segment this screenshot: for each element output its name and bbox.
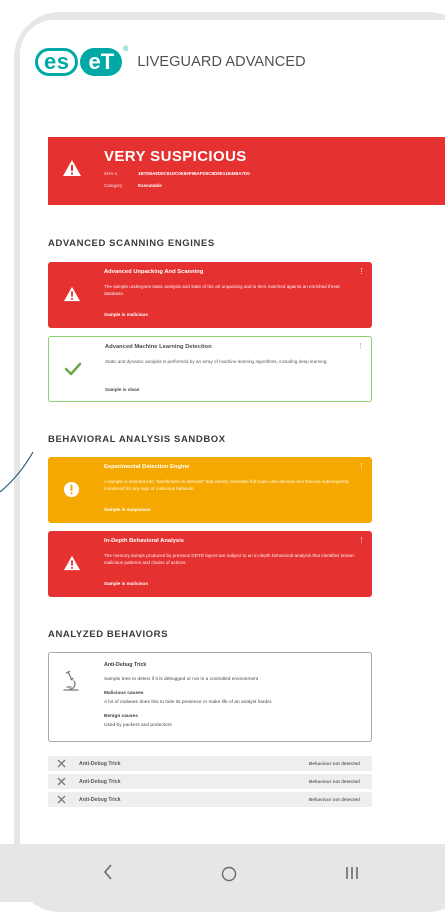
malicious-causes-label: Malicious causes xyxy=(104,691,144,696)
exclamation-circle-icon xyxy=(63,481,80,498)
behavior-title: Anti-Debug Trick xyxy=(104,662,147,668)
card-menu-icon[interactable] xyxy=(360,343,363,349)
close-x-icon xyxy=(56,758,67,769)
card-menu-icon[interactable] xyxy=(361,463,364,469)
card-description: The sample undergoes static analysis and state of the art unpacking and is then matched against an enriched threat database. xyxy=(104,284,340,296)
card-status: Sample is suspicious xyxy=(104,507,151,512)
card-title: In-Depth Behavioral Analysis xyxy=(104,538,184,544)
card-menu-icon[interactable] xyxy=(361,268,364,274)
malicious-causes-text: A lot of malware does this to hide its presence or make life of an analyst harder. xyxy=(104,700,273,705)
behavior-row[interactable] xyxy=(48,792,372,807)
warning-triangle-icon xyxy=(63,555,81,571)
benign-causes-text: Used by packers and protectors xyxy=(104,723,172,728)
category-value: Executable xyxy=(138,183,162,188)
behavior-row[interactable] xyxy=(48,756,372,771)
decorative-line xyxy=(0,0,40,520)
warning-triangle-icon xyxy=(63,286,81,302)
behavior-row-label: Anti-Debug Trick xyxy=(79,761,121,767)
card-status: Sample is malicious xyxy=(104,581,148,586)
behavior-row[interactable] xyxy=(48,774,372,789)
section-title-engines: ADVANCED SCANNING ENGINES xyxy=(48,238,215,249)
card-description: The memory dumps produced by previous DDTD layers are subject to an in-depth behavioral analysis that identifies known malicious patterns and chains of actions. xyxy=(104,553,354,565)
behavior-row-status: Behaviour not detected xyxy=(308,797,360,802)
card-description: Static and dynamic analysis is performed by an array of machine learning algorithms, including deep learning. xyxy=(105,359,328,364)
sandbox-card-experimental[interactable] xyxy=(48,457,372,523)
app-header xyxy=(35,48,306,76)
section-title-behaviors: ANALYZED BEHAVIORS xyxy=(48,629,169,640)
behavior-row-label: Anti-Debug Trick xyxy=(79,779,121,785)
logo-es: es xyxy=(35,48,78,76)
card-title: Advanced Unpacking And Scanning xyxy=(104,269,204,275)
microscope-icon xyxy=(61,670,81,692)
behavior-row-label: Anti-Debug Trick xyxy=(79,797,121,803)
behavior-row-status: Behaviour not detected xyxy=(308,761,360,766)
home-circle-icon[interactable] xyxy=(221,866,237,882)
hash-row xyxy=(104,171,250,176)
benign-causes-label: Benign causes xyxy=(104,714,138,719)
card-menu-icon[interactable] xyxy=(361,537,364,543)
section-title-sandbox: BEHAVIORAL ANALYSIS SANDBOX xyxy=(48,434,226,445)
card-status: Sample is clean xyxy=(105,387,140,392)
behavior-description: Sample tries to detect if it is debugged or run in a controlled environment xyxy=(104,677,259,682)
eset-logo xyxy=(35,48,128,76)
card-description: A sample is inserted into "sandboxes on steroids" that closely resemble full scale user devices and that are subsequently monitored for any sign of malicious behavior. xyxy=(104,479,350,491)
card-title: Experimental Detection Engine xyxy=(104,464,190,470)
card-title: Advanced Machine Learning Detection xyxy=(105,344,212,350)
category-row xyxy=(104,183,162,188)
verdict-banner xyxy=(48,137,445,205)
behavior-row-status: Behaviour not detected xyxy=(308,779,360,784)
verdict-title: VERY SUSPICIOUS xyxy=(104,148,247,165)
checkmark-icon xyxy=(64,362,82,376)
close-x-icon xyxy=(56,776,67,787)
engine-card-unpacking[interactable] xyxy=(48,262,372,328)
close-x-icon xyxy=(56,794,67,805)
recents-bars-icon[interactable] xyxy=(344,866,360,880)
warning-triangle-icon xyxy=(62,159,82,177)
product-name: LIVEGUARD ADVANCED xyxy=(137,54,306,70)
logo-et: eT xyxy=(80,48,122,76)
engine-card-ml-detection[interactable] xyxy=(48,336,372,402)
android-nav-bar xyxy=(0,844,445,902)
card-status: Sample is malicious xyxy=(104,312,148,317)
sandbox-card-behavioral[interactable] xyxy=(48,531,372,597)
hash-label: SHA-1 xyxy=(104,171,118,176)
category-label: Category xyxy=(104,183,123,188)
behavior-detail-card[interactable] xyxy=(48,652,372,742)
hash-value[interactable]: 1B7D6A8D0C61DC0E50F98AFD0C8D9E11B489A7D0 xyxy=(138,171,250,176)
logo-registered-mark: ® xyxy=(123,46,129,53)
back-chevron-icon[interactable] xyxy=(102,863,114,881)
